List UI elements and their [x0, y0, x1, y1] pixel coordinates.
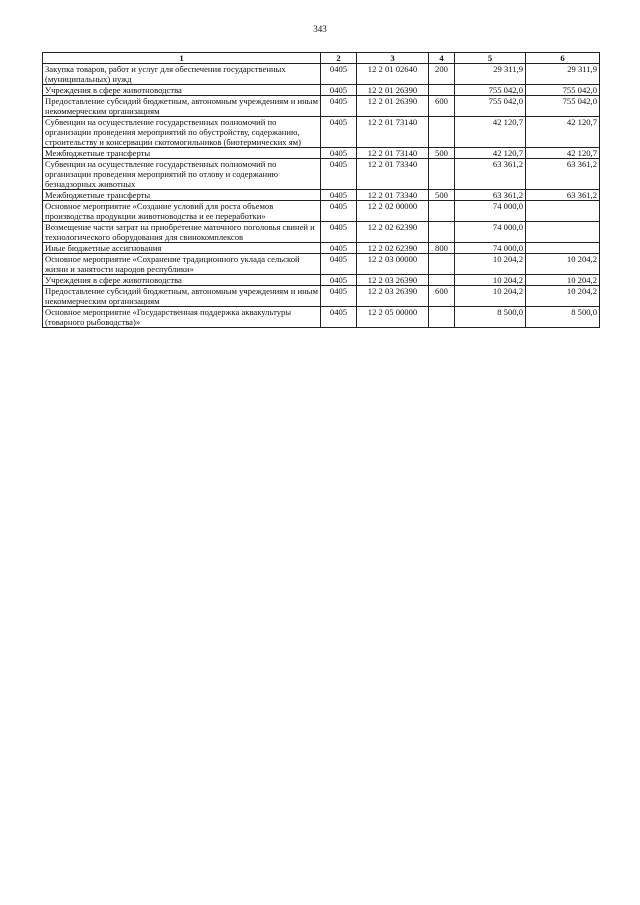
- header-col-2: 2: [321, 53, 357, 64]
- row-name: Учреждения в сфере животноводства: [43, 275, 321, 286]
- row-expense-type: [429, 201, 455, 222]
- row-sum-col5: 755 042,0: [455, 96, 526, 117]
- row-target-code: 12 2 01 73340: [357, 159, 429, 190]
- row-sum-col6: [526, 243, 600, 254]
- row-sum-col6: 10 204,2: [526, 275, 600, 286]
- row-section: 0405: [321, 222, 357, 243]
- row-expense-type: [429, 222, 455, 243]
- row-section: 0405: [321, 286, 357, 307]
- page-number: 343: [313, 24, 327, 34]
- row-target-code: 12 2 03 26390: [357, 275, 429, 286]
- row-name: Основное мероприятие «Государственная поддержка аквакультуры (товарного рыбоводства)»: [43, 307, 321, 328]
- row-sum-col6: 42 120,7: [526, 148, 600, 159]
- row-target-code: 12 2 02 00000: [357, 201, 429, 222]
- row-expense-type: 500: [429, 148, 455, 159]
- row-expense-type: [429, 275, 455, 286]
- row-target-code: 12 2 01 73140: [357, 117, 429, 148]
- row-name: Предоставление субсидий бюджетным, автономным учреждениям и иным некоммерческим организациям: [43, 96, 321, 117]
- row-target-code: 12 2 03 26390: [357, 286, 429, 307]
- table-row: [43, 159, 600, 190]
- row-expense-type: [429, 307, 455, 328]
- row-section: 0405: [321, 243, 357, 254]
- row-name: Закупка товаров, работ и услуг для обеспечения государственных (муниципальных) нужд: [43, 64, 321, 85]
- row-sum-col6: 10 204,2: [526, 286, 600, 307]
- row-sum-col5: 755 042,0: [455, 85, 526, 96]
- row-target-code: 12 2 01 02640: [357, 64, 429, 85]
- row-name: Предоставление субсидий бюджетным, автономным учреждениям и иным некоммерческим организациям: [43, 286, 321, 307]
- row-sum-col6: 755 042,0: [526, 85, 600, 96]
- row-name: Субвенции на осуществление государственных полномочий по организации проведения мероприятий по отлову и содержанию безнадзорных животных: [43, 159, 321, 190]
- header-col-5: 5: [455, 53, 526, 64]
- row-name: Иные бюджетные ассигнования: [43, 243, 321, 254]
- row-expense-type: 200: [429, 64, 455, 85]
- row-section: 0405: [321, 201, 357, 222]
- row-target-code: 12 2 05 00000: [357, 307, 429, 328]
- row-sum-col5: 63 361,2: [455, 159, 526, 190]
- table-row: [43, 222, 600, 243]
- row-section: 0405: [321, 148, 357, 159]
- row-sum-col5: 10 204,2: [455, 254, 526, 275]
- row-expense-type: 600: [429, 286, 455, 307]
- row-sum-col6: [526, 222, 600, 243]
- row-expense-type: [429, 254, 455, 275]
- row-section: 0405: [321, 85, 357, 96]
- row-target-code: 12 2 03 00000: [357, 254, 429, 275]
- row-sum-col6: 63 361,2: [526, 159, 600, 190]
- row-sum-col5: 10 204,2: [455, 286, 526, 307]
- row-name: Межбюджетные трансферты: [43, 148, 321, 159]
- row-section: 0405: [321, 275, 357, 286]
- header-col-6: 6: [526, 53, 600, 64]
- header-col-4: 4: [429, 53, 455, 64]
- table-header-row: [43, 53, 600, 64]
- row-expense-type: 600: [429, 96, 455, 117]
- header-col-3: 3: [357, 53, 429, 64]
- row-section: 0405: [321, 64, 357, 85]
- row-name: Учреждения в сфере животноводства: [43, 85, 321, 96]
- row-sum-col5: 29 311,9: [455, 64, 526, 85]
- row-sum-col5: 42 120,7: [455, 148, 526, 159]
- row-section: 0405: [321, 254, 357, 275]
- table-row: [43, 85, 600, 96]
- table-row: [43, 190, 600, 201]
- row-section: 0405: [321, 307, 357, 328]
- row-sum-col5: 42 120,7: [455, 117, 526, 148]
- row-expense-type: 800: [429, 243, 455, 254]
- row-sum-col6: 29 311,9: [526, 64, 600, 85]
- table-row: [43, 96, 600, 117]
- table-row: [43, 117, 600, 148]
- row-sum-col5: 74 000,0: [455, 201, 526, 222]
- budget-table: [42, 52, 600, 328]
- row-name: Межбюджетные трансферты: [43, 190, 321, 201]
- row-sum-col6: 10 204,2: [526, 254, 600, 275]
- row-sum-col5: 10 204,2: [455, 275, 526, 286]
- header-col-1: 1: [43, 53, 321, 64]
- row-target-code: 12 2 02 62390: [357, 222, 429, 243]
- row-sum-col6: 755 042,0: [526, 96, 600, 117]
- row-section: 0405: [321, 190, 357, 201]
- row-sum-col5: 74 000,0: [455, 243, 526, 254]
- row-expense-type: 500: [429, 190, 455, 201]
- row-section: 0405: [321, 159, 357, 190]
- row-name: Возмещение части затрат на приобретение маточного поголовья свиней и технологического оборудования для свинокомплексов: [43, 222, 321, 243]
- table-row: [43, 286, 600, 307]
- table-body: [43, 64, 600, 328]
- row-sum-col5: 74 000,0: [455, 222, 526, 243]
- table-row: [43, 201, 600, 222]
- table-row: [43, 254, 600, 275]
- row-sum-col6: 42 120,7: [526, 117, 600, 148]
- table-row: [43, 243, 600, 254]
- table-row: [43, 307, 600, 328]
- row-name: Основное мероприятие «Сохранение традиционного уклада сельской жизни и занятости народов республики»: [43, 254, 321, 275]
- row-section: 0405: [321, 96, 357, 117]
- row-name: Основное мероприятие «Создание условий для роста объемов производства продукции животноводства и ее переработки»: [43, 201, 321, 222]
- row-section: 0405: [321, 117, 357, 148]
- table-row: [43, 275, 600, 286]
- row-expense-type: [429, 159, 455, 190]
- row-target-code: 12 2 01 73140: [357, 148, 429, 159]
- row-target-code: 12 2 01 26390: [357, 85, 429, 96]
- row-sum-col6: 8 500,0: [526, 307, 600, 328]
- row-sum-col6: [526, 201, 600, 222]
- row-sum-col5: 8 500,0: [455, 307, 526, 328]
- table-row: [43, 148, 600, 159]
- row-name: Субвенции на осуществление государственных полномочий по организации проведения мероприятий по обустройству, содержанию, строительству и консервации скотомогильников (биотермических ям): [43, 117, 321, 148]
- row-expense-type: [429, 117, 455, 148]
- row-target-code: 12 2 01 73340: [357, 190, 429, 201]
- row-target-code: 12 2 01 26390: [357, 96, 429, 117]
- row-sum-col6: 63 361,2: [526, 190, 600, 201]
- table-row: [43, 64, 600, 85]
- row-expense-type: [429, 85, 455, 96]
- row-target-code: 12 2 02 62390: [357, 243, 429, 254]
- row-sum-col5: 63 361,2: [455, 190, 526, 201]
